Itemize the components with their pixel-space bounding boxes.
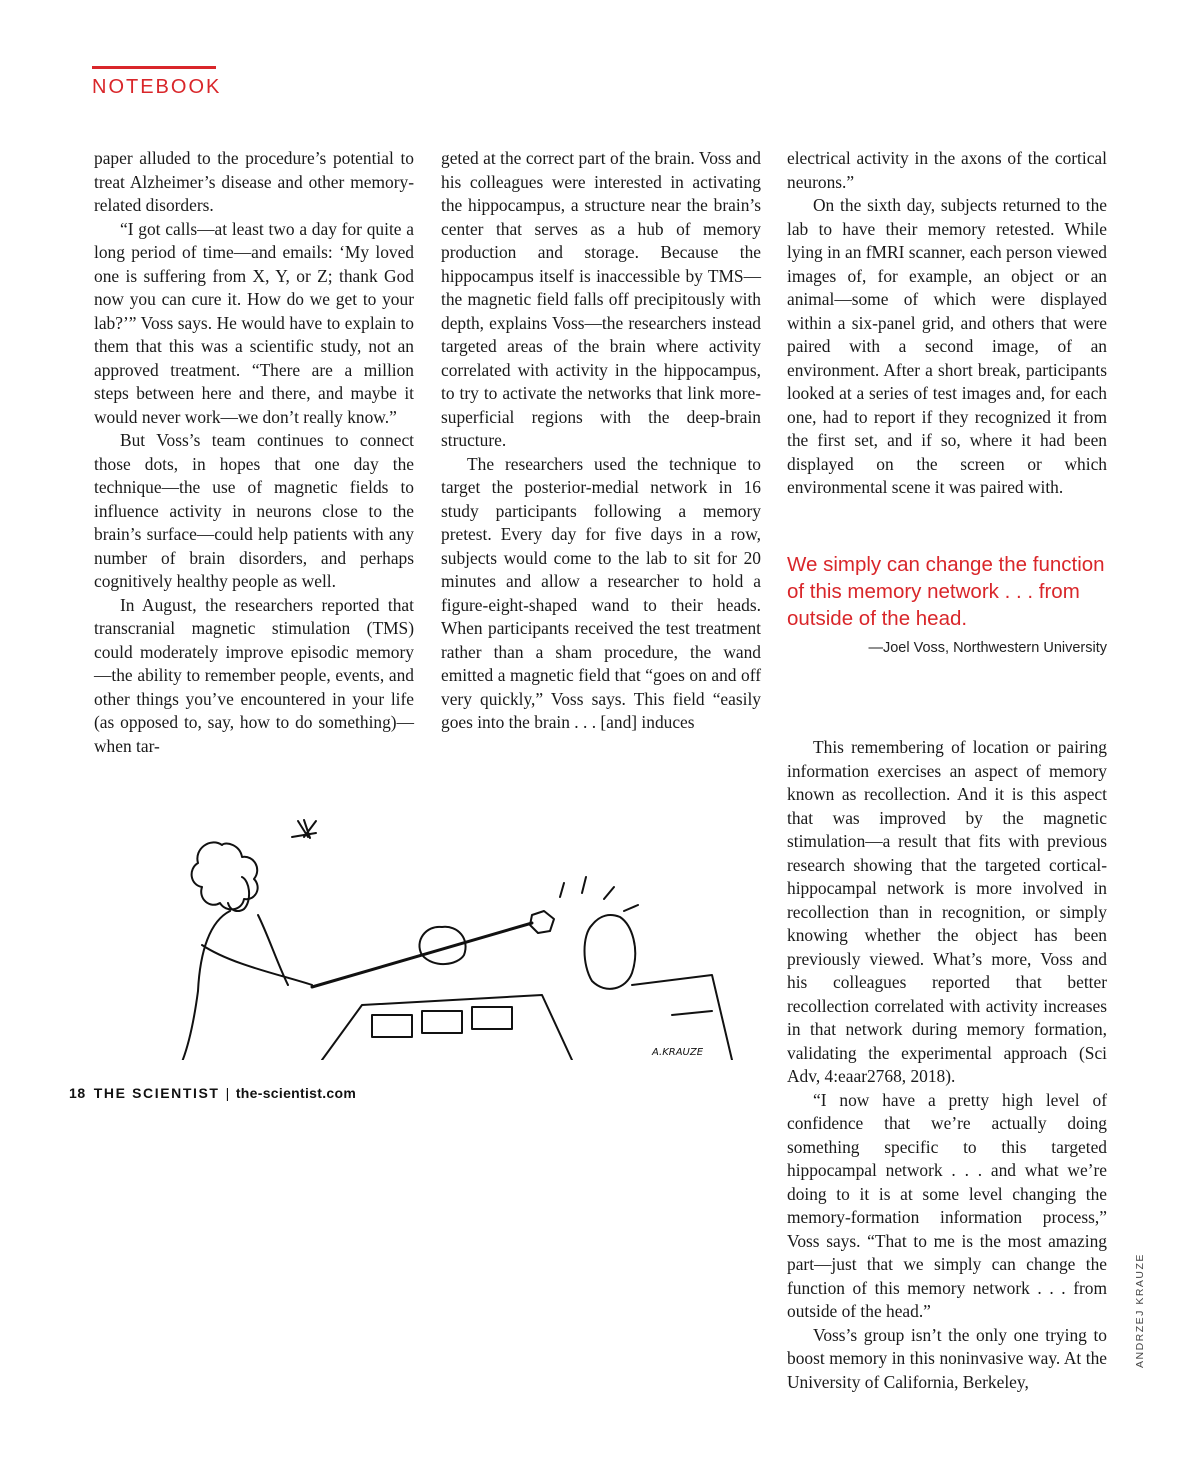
tms-cartoon [72, 815, 762, 1060]
paragraph: The researchers used the technique to target the posterior-medial network in 16 study participants following a memory pretest. Every day for five days in a row, subjects would come to the lab to sit for 20 minutes and allow a researcher to hold a figure-eight-shaped wand to their heads. When participants received the test treatment rather than a sham procedure, the wand emitted a magnetic field that “goes on and off very quickly,” Voss says. This field “easily goes into the brain . . . [and] induces [441, 453, 761, 732]
card [372, 1015, 412, 1037]
footer-separator: | [225, 1085, 230, 1101]
paragraph: paper alluded to the procedure’s potential to treat Alzheimer’s disease and other memory-related disorders. [94, 148, 414, 215]
paragraph: But Voss’s team continues to connect those dots, in hopes that one day the technique—the use of magnetic fields to influence activity in neurons close to the brain’s surface—could help patients with any number of brain disorders, and perhaps cognitively healthy people as well. [94, 430, 414, 591]
article-column-2 [441, 147, 761, 735]
paragraph: geted at the correct part of the brain. Voss and his colleagues were interested in activating the hippocampus, a structure near the brain’s center that serves as a hub of memory production and storage. Because the hippocampus itself is inaccessible by TMS—the magnetic field falls off precipitously with depth, explains Voss—the researchers instead targeted areas of the brain where activity correlated with activity in the hippocampus, to try to activate the networks that link more-superficial regions with the deep-brain structure. [441, 148, 761, 450]
pull-quote-attribution: —Joel Voss, Northwestern University [868, 640, 1107, 656]
pull-quote [787, 551, 1107, 656]
magazine-name: THE SCIENTIST [93, 1085, 220, 1101]
paragraph: This remembering of location or pairing information exercises an aspect of memory known as recollection. And it is this aspect that was improved by the magnetic stimulation—a result that fits with previous research showing that the targeted cortical-hippocampal network is more involved in recollection than in recognition, or simply knowing whether the object has been previously viewed. What’s more, Voss and his colleagues reported that better recollection correlated with activity increases in that network during memory formation, validating the experimental approach (Sci Adv, 4:eaar2768, 2018). [787, 737, 1107, 1086]
woman-face [228, 877, 249, 911]
paragraph: “I now have a pretty high level of confidence that we’re actually doing something specific to this targeted hippocampal network . . . and what we’re doing to it is at some level changing the memory-formation information process,” Voss says. “That to me is the most amazing part—just that we simply can change the function of this memory network . . . from outside of the head.” [787, 1089, 1107, 1321]
paragraph: electrical activity in the axons of the cortical neurons.” [787, 148, 1107, 192]
article-column-1 [94, 147, 414, 758]
paragraph: Voss’s group isn’t the only one trying to boost memory in this noninvasive way. At the University of California, Berkeley, [787, 1324, 1107, 1392]
article-column-3-continued [787, 736, 1107, 1394]
spark-star [292, 820, 316, 838]
cartoon-illustration [72, 815, 762, 1060]
pull-quote-text: We simply can change the function of this memory network . . . from outside of the head. [787, 553, 1105, 630]
page-number: 18 [69, 1085, 86, 1101]
card [472, 1007, 512, 1029]
section-label: NOTEBOOK [92, 76, 222, 98]
paragraph: On the sixth day, subjects returned to the lab to have their memory retested. While lying in an fMRI scanner, each person viewed images of, for example, an object or an animal—some of which were displayed within a six-panel grid, and others that were paired with a second image, of an environment. After a short break, participants looked at a series of test images and, for each one, had to report if they recognized it from the first set, and if so, where it had been displayed on the screen or which environmental scene it was paired with. [787, 195, 1107, 497]
magazine-url[interactable]: the-scientist.com [235, 1085, 357, 1101]
section-rule [92, 66, 216, 69]
paragraph: “I got calls—at least two a day for quite a long period of time—and emails: ‘My loved one is suffering from X, Y, or Z; thank God now you can cure it. How do we get to your lab?’” Voss says. He would have to explain to them that this was a scientific study, not an approved treatment. “There are a million steps between here and there, and maybe it would never work—we don’t really know.” [94, 218, 414, 427]
card [422, 1011, 462, 1033]
article-column-3 [787, 147, 1107, 500]
table [322, 995, 572, 1060]
page-footer [69, 1085, 356, 1101]
photo-credit: ANDRZEJ KRAUZE [1134, 1253, 1146, 1368]
artist-signature: A.KRAUZE [652, 1047, 704, 1058]
paragraph: In August, the researchers reported that transcranial magnetic stimulation (TMS) could moderately improve episodic memory—the ability to remember people, events, and other things you’ve encountered in your life (as opposed to, say, how to do something)—when tar- [94, 594, 414, 756]
man-head [585, 915, 636, 989]
woman-body [178, 911, 312, 1060]
wand-head [530, 911, 554, 933]
head-spark-lines [560, 877, 638, 911]
